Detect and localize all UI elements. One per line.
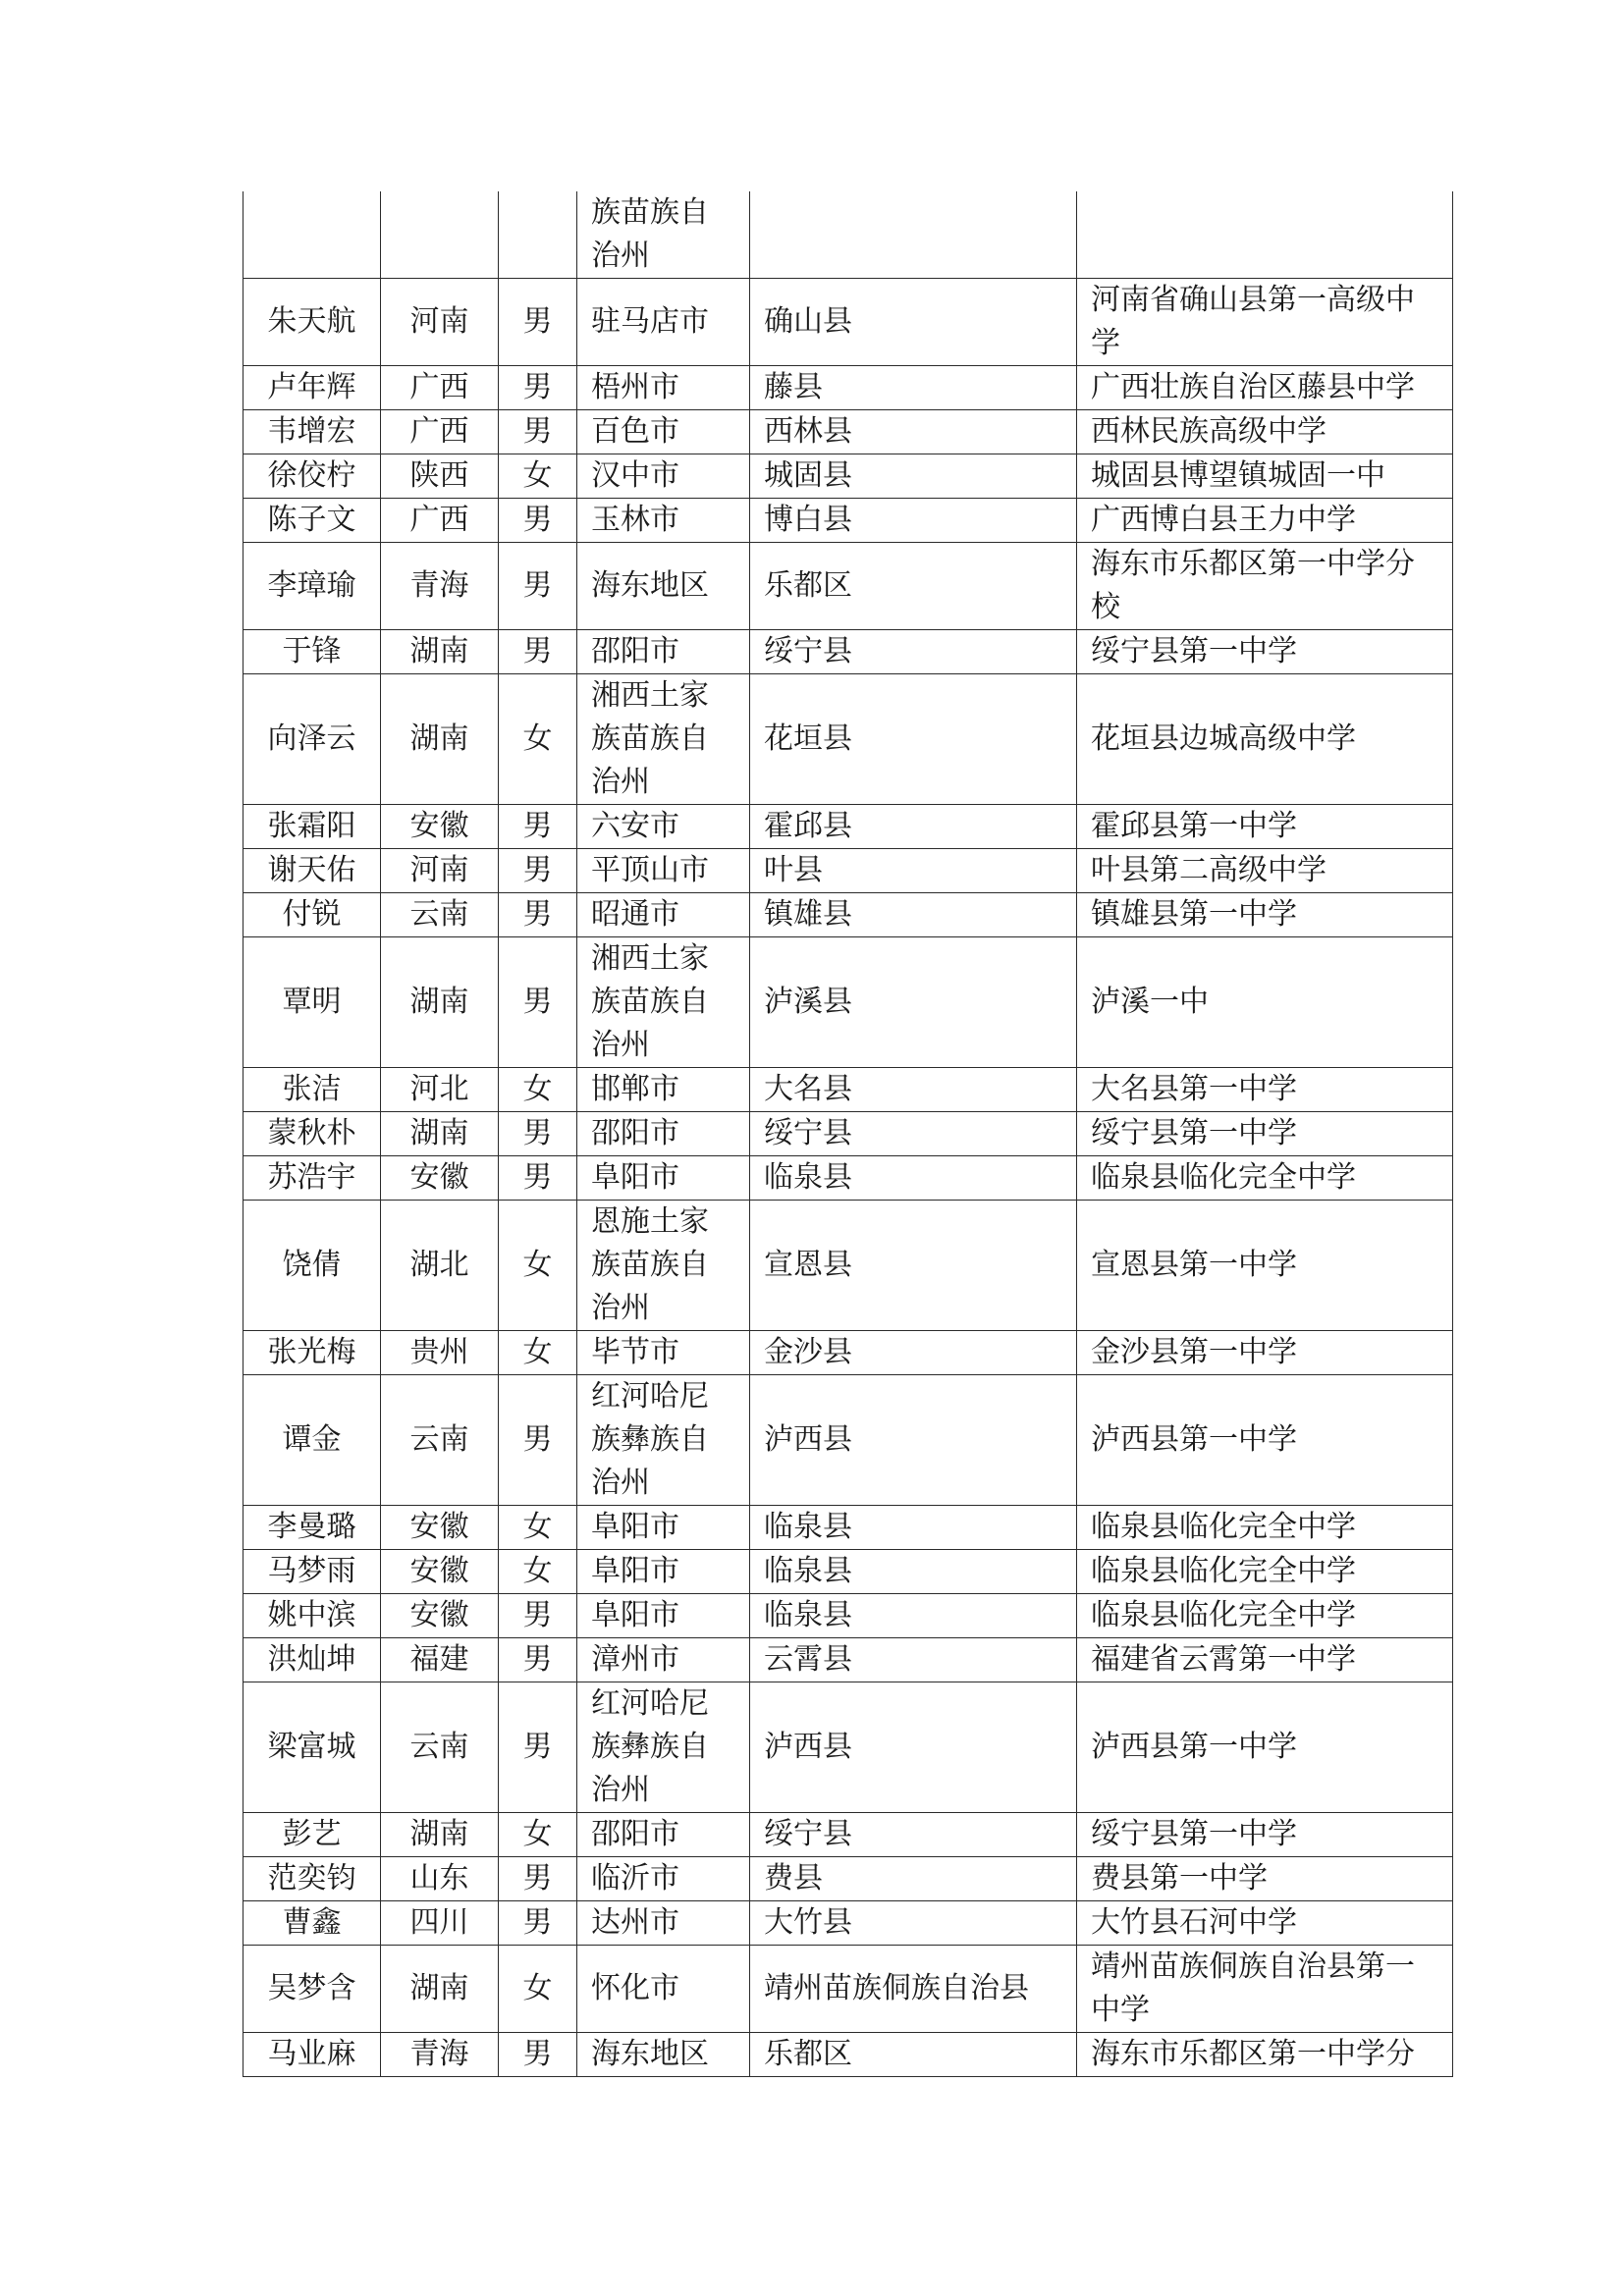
school-cell: 镇雄县第一中学 — [1077, 893, 1453, 937]
school-cell: 泸溪一中 — [1077, 937, 1453, 1068]
table-row — [244, 630, 1453, 674]
school-cell: 海东市乐都区第一中学分 — [1077, 2033, 1453, 2077]
gender-cell: 男 — [499, 893, 577, 937]
student-name-cell: 于锋 — [244, 630, 381, 674]
city-cell: 阜阳市 — [577, 1594, 750, 1638]
school-cell: 广西壮族自治区藤县中学 — [1077, 366, 1453, 410]
student-name-cell: 付锐 — [244, 893, 381, 937]
gender-cell: 男 — [499, 366, 577, 410]
gender-cell: 女 — [499, 1201, 577, 1331]
city-cell: 毕节市 — [577, 1331, 750, 1375]
city-cell: 邵阳市 — [577, 1112, 750, 1156]
city-cell: 达州市 — [577, 1901, 750, 1946]
table-row — [244, 279, 1453, 366]
province-cell: 河南 — [381, 849, 499, 893]
city-cell: 阜阳市 — [577, 1550, 750, 1594]
student-name-cell: 谭金 — [244, 1375, 381, 1506]
county-cell: 藤县 — [750, 366, 1077, 410]
gender-cell: 男 — [499, 1638, 577, 1682]
gender-cell: 男 — [499, 1857, 577, 1901]
table-row — [244, 893, 1453, 937]
table-row — [244, 366, 1453, 410]
gender-cell: 男 — [499, 1594, 577, 1638]
student-name-cell: 张霜阳 — [244, 805, 381, 849]
province-cell: 湖南 — [381, 674, 499, 805]
table-body — [244, 191, 1453, 2077]
province-cell: 安徽 — [381, 805, 499, 849]
table-row — [244, 1594, 1453, 1638]
student-name-cell: 卢年辉 — [244, 366, 381, 410]
gender-cell: 女 — [499, 1550, 577, 1594]
province-cell: 河北 — [381, 1068, 499, 1112]
school-cell: 福建省云霄第一中学 — [1077, 1638, 1453, 1682]
county-cell: 临泉县 — [750, 1550, 1077, 1594]
table-row — [244, 1901, 1453, 1946]
school-cell: 花垣县边城高级中学 — [1077, 674, 1453, 805]
school-cell: 河南省确山县第一高级中学 — [1077, 279, 1453, 366]
student-name-cell: 覃明 — [244, 937, 381, 1068]
gender-cell: 男 — [499, 630, 577, 674]
city-cell: 邯郸市 — [577, 1068, 750, 1112]
school-cell: 靖州苗族侗族自治县第一中学 — [1077, 1946, 1453, 2033]
table-row — [244, 410, 1453, 454]
county-cell: 宣恩县 — [750, 1201, 1077, 1331]
province-cell: 福建 — [381, 1638, 499, 1682]
city-cell: 临沂市 — [577, 1857, 750, 1901]
county-cell: 大竹县 — [750, 1901, 1077, 1946]
student-name-cell: 姚中滨 — [244, 1594, 381, 1638]
province-cell: 安徽 — [381, 1594, 499, 1638]
gender-cell: 女 — [499, 1506, 577, 1550]
city-cell: 海东地区 — [577, 2033, 750, 2077]
table-row — [244, 1112, 1453, 1156]
school-cell: 西林民族高级中学 — [1077, 410, 1453, 454]
county-cell: 叶县 — [750, 849, 1077, 893]
province-cell: 云南 — [381, 893, 499, 937]
school-cell: 海东市乐都区第一中学分校 — [1077, 543, 1453, 630]
gender-cell: 男 — [499, 499, 577, 543]
table-row — [244, 1201, 1453, 1331]
table-row — [244, 1946, 1453, 2033]
table-row — [244, 1068, 1453, 1112]
school-cell: 泸西县第一中学 — [1077, 1682, 1453, 1813]
student-name-cell: 马梦雨 — [244, 1550, 381, 1594]
school-cell: 临泉县临化完全中学 — [1077, 1594, 1453, 1638]
province-cell: 青海 — [381, 2033, 499, 2077]
table-row — [244, 1331, 1453, 1375]
city-cell: 汉中市 — [577, 454, 750, 499]
province-cell: 湖南 — [381, 937, 499, 1068]
table-row — [244, 1682, 1453, 1813]
county-cell: 金沙县 — [750, 1331, 1077, 1375]
gender-cell: 男 — [499, 2033, 577, 2077]
province-cell: 安徽 — [381, 1156, 499, 1201]
city-cell: 百色市 — [577, 410, 750, 454]
gender-cell: 男 — [499, 937, 577, 1068]
county-cell — [750, 191, 1077, 279]
gender-cell: 女 — [499, 454, 577, 499]
city-cell: 红河哈尼族彝族自治州 — [577, 1375, 750, 1506]
city-cell: 阜阳市 — [577, 1156, 750, 1201]
student-name-cell: 朱天航 — [244, 279, 381, 366]
student-name-cell: 李曼璐 — [244, 1506, 381, 1550]
province-cell: 广西 — [381, 366, 499, 410]
student-name-cell: 陈子文 — [244, 499, 381, 543]
county-cell: 泸溪县 — [750, 937, 1077, 1068]
province-cell: 湖南 — [381, 1112, 499, 1156]
province-cell: 山东 — [381, 1857, 499, 1901]
city-cell: 驻马店市 — [577, 279, 750, 366]
school-cell: 费县第一中学 — [1077, 1857, 1453, 1901]
school-cell: 临泉县临化完全中学 — [1077, 1156, 1453, 1201]
province-cell — [381, 191, 499, 279]
county-cell: 绥宁县 — [750, 1813, 1077, 1857]
county-cell: 花垣县 — [750, 674, 1077, 805]
student-name-cell: 饶倩 — [244, 1201, 381, 1331]
city-cell: 漳州市 — [577, 1638, 750, 1682]
province-cell: 湖北 — [381, 1201, 499, 1331]
table-row — [244, 849, 1453, 893]
province-cell: 湖南 — [381, 1946, 499, 2033]
county-cell: 泸西县 — [750, 1375, 1077, 1506]
county-cell: 靖州苗族侗族自治县 — [750, 1946, 1077, 2033]
city-cell: 平顶山市 — [577, 849, 750, 893]
table-row — [244, 499, 1453, 543]
county-cell: 临泉县 — [750, 1506, 1077, 1550]
table-row — [244, 191, 1453, 279]
student-name-cell: 范奕钧 — [244, 1857, 381, 1901]
gender-cell: 女 — [499, 1813, 577, 1857]
city-cell: 怀化市 — [577, 1946, 750, 2033]
county-cell: 绥宁县 — [750, 1112, 1077, 1156]
school-cell — [1077, 191, 1453, 279]
county-cell: 西林县 — [750, 410, 1077, 454]
student-name-cell: 苏浩宇 — [244, 1156, 381, 1201]
school-cell: 泸西县第一中学 — [1077, 1375, 1453, 1506]
student-name-cell: 彭艺 — [244, 1813, 381, 1857]
table-row — [244, 1506, 1453, 1550]
student-name-cell: 谢天佑 — [244, 849, 381, 893]
county-cell: 镇雄县 — [750, 893, 1077, 937]
province-cell: 贵州 — [381, 1331, 499, 1375]
city-cell: 湘西土家族苗族自治州 — [577, 937, 750, 1068]
table-row — [244, 1857, 1453, 1901]
school-cell: 叶县第二高级中学 — [1077, 849, 1453, 893]
gender-cell: 男 — [499, 1682, 577, 1813]
county-cell: 城固县 — [750, 454, 1077, 499]
student-name-cell: 马业麻 — [244, 2033, 381, 2077]
gender-cell: 男 — [499, 1375, 577, 1506]
gender-cell: 女 — [499, 1068, 577, 1112]
province-cell: 湖南 — [381, 1813, 499, 1857]
gender-cell: 男 — [499, 849, 577, 893]
table-row — [244, 1813, 1453, 1857]
province-cell: 安徽 — [381, 1550, 499, 1594]
county-cell: 临泉县 — [750, 1594, 1077, 1638]
province-cell: 云南 — [381, 1682, 499, 1813]
gender-cell: 女 — [499, 1331, 577, 1375]
city-cell: 湘西土家族苗族自治州 — [577, 674, 750, 805]
gender-cell: 男 — [499, 410, 577, 454]
school-cell: 宣恩县第一中学 — [1077, 1201, 1453, 1331]
province-cell: 河南 — [381, 279, 499, 366]
city-cell: 昭通市 — [577, 893, 750, 937]
county-cell: 确山县 — [750, 279, 1077, 366]
school-cell: 临泉县临化完全中学 — [1077, 1550, 1453, 1594]
gender-cell: 男 — [499, 1112, 577, 1156]
gender-cell: 女 — [499, 674, 577, 805]
table-row — [244, 1375, 1453, 1506]
student-name-cell: 吴梦含 — [244, 1946, 381, 2033]
gender-cell: 男 — [499, 279, 577, 366]
table-row — [244, 674, 1453, 805]
city-cell: 梧州市 — [577, 366, 750, 410]
student-name-cell: 曹鑫 — [244, 1901, 381, 1946]
table-row — [244, 2033, 1453, 2077]
student-name-cell: 李璋瑜 — [244, 543, 381, 630]
county-cell: 费县 — [750, 1857, 1077, 1901]
county-cell: 霍邱县 — [750, 805, 1077, 849]
school-cell: 城固县博望镇城固一中 — [1077, 454, 1453, 499]
county-cell: 大名县 — [750, 1068, 1077, 1112]
student-name-cell: 向泽云 — [244, 674, 381, 805]
gender-cell: 女 — [499, 1946, 577, 2033]
city-cell: 邵阳市 — [577, 1813, 750, 1857]
city-cell: 邵阳市 — [577, 630, 750, 674]
province-cell: 云南 — [381, 1375, 499, 1506]
student-name-cell: 韦增宏 — [244, 410, 381, 454]
table-row — [244, 1156, 1453, 1201]
province-cell: 安徽 — [381, 1506, 499, 1550]
county-cell: 云霄县 — [750, 1638, 1077, 1682]
county-cell: 临泉县 — [750, 1156, 1077, 1201]
student-name-cell: 徐佼柠 — [244, 454, 381, 499]
student-name-cell: 张洁 — [244, 1068, 381, 1112]
province-cell: 广西 — [381, 499, 499, 543]
city-cell: 海东地区 — [577, 543, 750, 630]
student-name-cell: 蒙秋朴 — [244, 1112, 381, 1156]
table-row — [244, 543, 1453, 630]
table-row — [244, 454, 1453, 499]
gender-cell: 男 — [499, 805, 577, 849]
city-cell: 六安市 — [577, 805, 750, 849]
school-cell: 绥宁县第一中学 — [1077, 1813, 1453, 1857]
school-cell: 金沙县第一中学 — [1077, 1331, 1453, 1375]
city-cell: 恩施土家族苗族自治州 — [577, 1201, 750, 1331]
province-cell: 湖南 — [381, 630, 499, 674]
city-cell: 阜阳市 — [577, 1506, 750, 1550]
city-cell: 玉林市 — [577, 499, 750, 543]
county-cell: 乐都区 — [750, 543, 1077, 630]
school-cell: 大竹县石河中学 — [1077, 1901, 1453, 1946]
province-cell: 广西 — [381, 410, 499, 454]
table-row — [244, 937, 1453, 1068]
student-name-cell: 张光梅 — [244, 1331, 381, 1375]
province-cell: 陕西 — [381, 454, 499, 499]
school-cell: 绥宁县第一中学 — [1077, 630, 1453, 674]
student-name-cell — [244, 191, 381, 279]
school-cell: 临泉县临化完全中学 — [1077, 1506, 1453, 1550]
school-cell: 大名县第一中学 — [1077, 1068, 1453, 1112]
county-cell: 绥宁县 — [750, 630, 1077, 674]
student-name-cell: 洪灿坤 — [244, 1638, 381, 1682]
school-cell: 广西博白县王力中学 — [1077, 499, 1453, 543]
gender-cell — [499, 191, 577, 279]
gender-cell: 男 — [499, 1901, 577, 1946]
county-cell: 乐都区 — [750, 2033, 1077, 2077]
school-cell: 绥宁县第一中学 — [1077, 1112, 1453, 1156]
school-cell: 霍邱县第一中学 — [1077, 805, 1453, 849]
gender-cell: 男 — [499, 543, 577, 630]
table-row — [244, 1550, 1453, 1594]
student-table — [243, 191, 1453, 2077]
province-cell: 青海 — [381, 543, 499, 630]
county-cell: 泸西县 — [750, 1682, 1077, 1813]
city-cell: 红河哈尼族彝族自治州 — [577, 1682, 750, 1813]
table-row — [244, 1638, 1453, 1682]
province-cell: 四川 — [381, 1901, 499, 1946]
gender-cell: 男 — [499, 1156, 577, 1201]
table-row — [244, 805, 1453, 849]
city-cell: 族苗族自治州 — [577, 191, 750, 279]
county-cell: 博白县 — [750, 499, 1077, 543]
student-name-cell: 梁富城 — [244, 1682, 381, 1813]
